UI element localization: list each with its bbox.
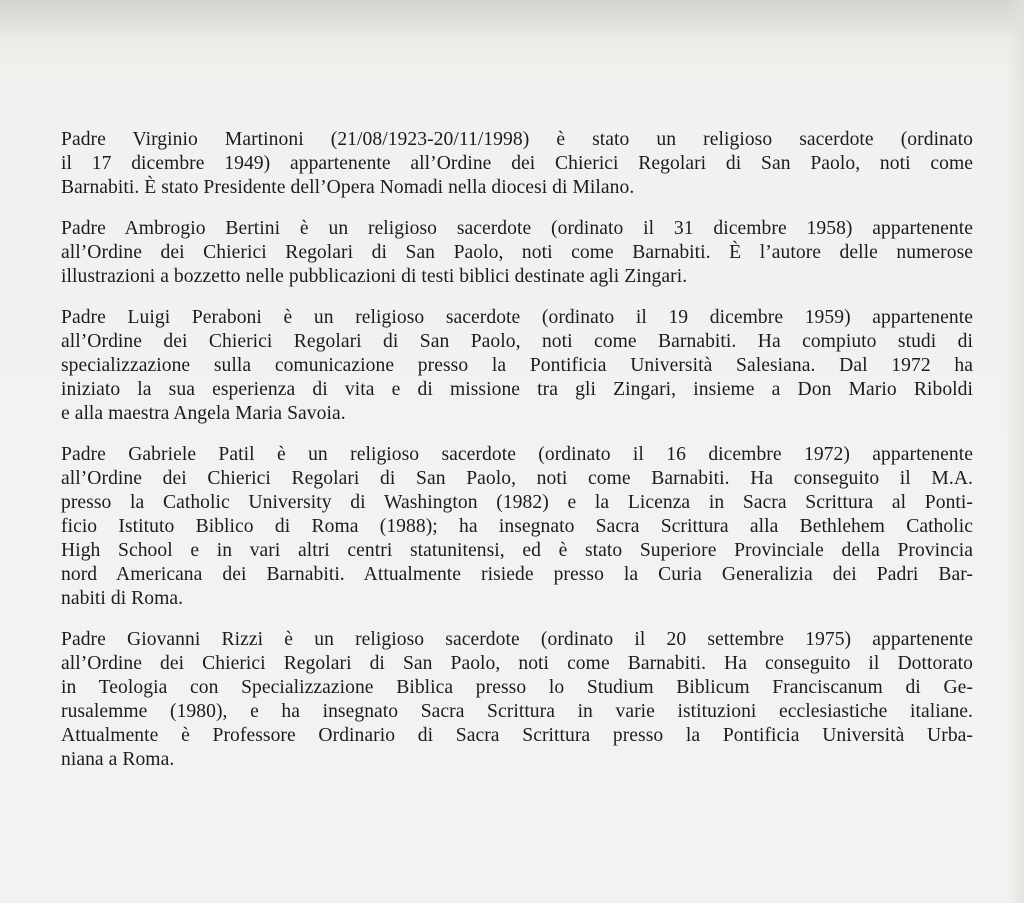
bio-line: Padre Giovanni Rizzi è un religioso sacerdote (ordinato il 20 settembre 1975) appartenente [61,629,973,650]
bio-line: Attualmente è Professore Ordinario di Sacra Scrittura presso la Pontificia Università Urba- [61,725,973,746]
bio-line: il 17 dicembre 1949) appartenente all’Ordine dei Chierici Regolari di San Paolo, noti come [61,153,973,174]
bio-line: presso la Catholic University di Washington (1982) e la Licenza in Sacra Scrittura al Ponti- [61,492,973,513]
bio-line: nord Americana dei Barnabiti. Attualmente risiede presso la Curia Generalizia dei Padri Bar- [61,564,973,585]
bio-line: all’Ordine dei Chierici Regolari di San Paolo, noti come Barnabiti. Ha compiuto studi di [61,331,973,352]
bio-line: in Teologia con Specializzazione Biblica presso lo Studium Biblicum Franciscanum di Ge- [61,677,973,698]
bio-line: e alla maestra Angela Maria Savoia. [61,403,346,424]
bio-line: all’Ordine dei Chierici Regolari di San Paolo, noti come Barnabiti. È l’autore delle numerose [61,242,973,263]
bio-line: ficio Istituto Biblico di Roma (1988); ha insegnato Sacra Scrittura alla Bethlehem Catholic [61,516,973,537]
bio-line: Padre Gabriele Patil è un religioso sacerdote (ordinato il 16 dicembre 1972) appartenente [61,444,973,465]
page-edge [1006,0,1024,903]
bio-line: niana a Roma. [61,749,175,770]
bio-line: illustrazioni a bozzetto nelle pubblicazioni di testi biblici destinate agli Zingari. [61,266,688,287]
bio-line: Padre Virginio Martinoni (21/08/1923-20/11/1998) è stato un religioso sacerdote (ordinato [61,129,973,150]
bio-line: High School e in vari altri centri statunitensi, ed è stato Superiore Provinciale della Provincia [61,540,973,561]
bio-line: Padre Luigi Peraboni è un religioso sacerdote (ordinato il 19 dicembre 1959) appartenente [61,307,973,328]
bio-rizzi [61,628,973,772]
bio-line: all’Ordine dei Chierici Regolari di San Paolo, noti come Barnabiti. Ha conseguito il Dottorato [61,653,973,674]
bio-line: specializzazione sulla comunicazione presso la Pontificia Università Salesiana. Dal 1972 ha [61,355,973,376]
bio-line: Padre Ambrogio Bertini è un religioso sacerdote (ordinato il 31 dicembre 1958) appartenente [61,218,973,239]
bio-line: all’Ordine dei Chierici Regolari di San Paolo, noti come Barnabiti. Ha conseguito il M.A. [61,468,973,489]
bio-martinoni [61,128,973,200]
bio-bertini [61,217,973,289]
bio-list [61,128,973,789]
scan-shadow [0,0,1024,70]
bio-line: iniziato la sua esperienza di vita e di missione tra gli Zingari, insieme a Don Mario Riboldi [61,379,973,400]
bio-peraboni [61,306,973,426]
bio-line: rusalemme (1980), e ha insegnato Sacra Scrittura in varie istituzioni ecclesiastiche italiane. [61,701,973,722]
bio-line: nabiti di Roma. [61,588,184,609]
bio-patil [61,443,973,611]
bio-line: Barnabiti. È stato Presidente dell’Opera Nomadi nella diocesi di Milano. [61,177,635,198]
